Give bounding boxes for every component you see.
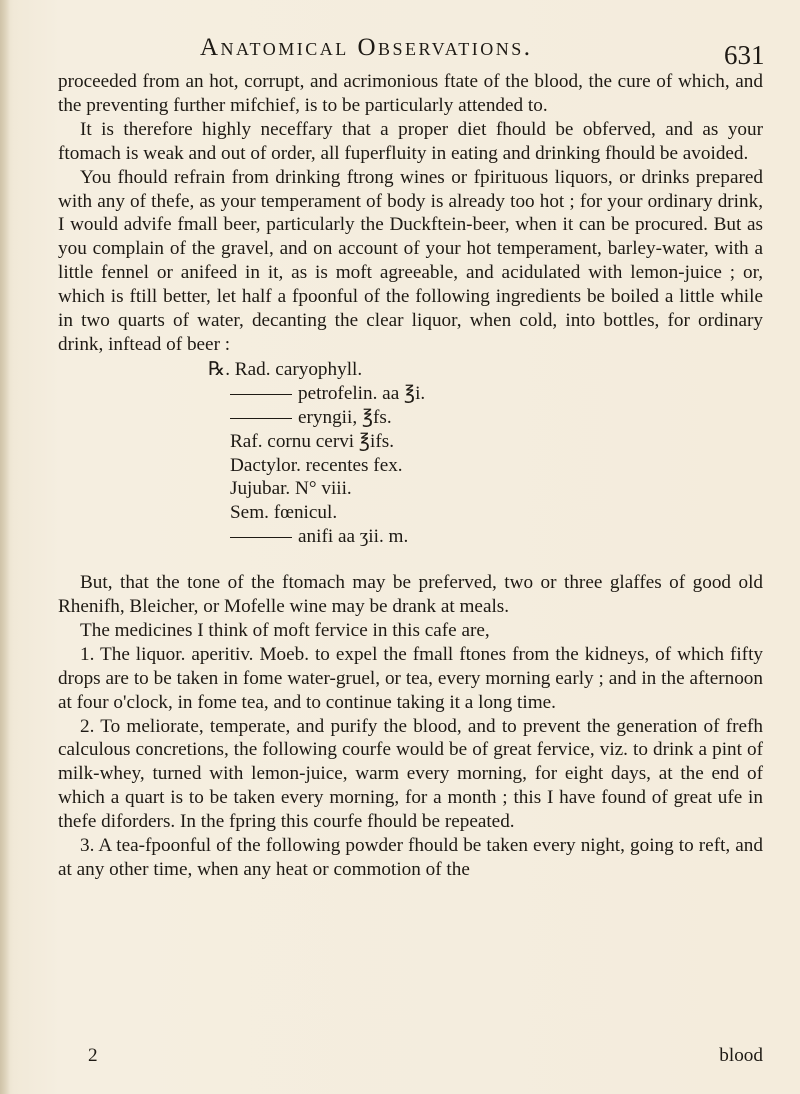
recipe-line-4: Raf. cornu cervi ℥ifs. bbox=[230, 430, 394, 452]
running-title: Anatomical Observations. bbox=[200, 34, 533, 61]
recipe-line-7: Sem. fœnicul. bbox=[230, 502, 338, 524]
ditto-dash bbox=[230, 418, 292, 419]
recipe-line-6: Jujubar. N° viii. bbox=[230, 478, 352, 500]
paragraph-6: 1. The liquor. aperitiv. Moeb. to expel the fmall ftones from the kidneys, of which fifty drops are to be taken in fome water-gruel, or tea, every morning early ; and in the afternoon at four o'clock, in fome tea, and to continue taking it a long time. bbox=[58, 643, 763, 713]
recipe-line-2: petrofelin. aa ℥i. bbox=[208, 382, 763, 406]
paragraph-5: The medicines I think of moft fervice in this cafe are, bbox=[80, 619, 490, 641]
ditto-dash bbox=[230, 537, 292, 538]
recipe-line-5: Dactylor. recentes fex. bbox=[230, 454, 403, 476]
body-text bbox=[58, 70, 763, 882]
recipe-line-1: ℞. Rad. caryophyll. bbox=[208, 358, 363, 380]
catchword: blood bbox=[719, 1045, 763, 1066]
ditto-dash bbox=[230, 394, 292, 395]
page-number: 631 bbox=[724, 40, 765, 70]
recipe-line-3: eryngii, ℥fs. bbox=[208, 406, 763, 430]
signature-mark: 2 bbox=[88, 1045, 98, 1066]
gutter-shadow bbox=[0, 0, 10, 1094]
recipe-prescription bbox=[58, 358, 763, 549]
recipe-line-8: anifi aa ʒii. m. bbox=[208, 525, 763, 549]
paragraph-7: 2. To meliorate, temperate, and purify the blood, and to prevent the generation of frefh calculous concretions, the following courfe would be of great fervice, viz. to drink a pint of milk-whey, turned with lemon-juice, warm every morning, for eight days, at the end of which a quart is to be taken every morning, for a month ; this I have found of great ufe in thefe diforders. In the fpring this courfe fhould be repeated. bbox=[58, 715, 763, 833]
paragraph-1: proceeded from an hot, corrupt, and acrimonious ftate of the blood, the cure of which, and the preventing further mifchief, is to be particularly attended to. bbox=[58, 71, 763, 116]
paragraph-2: It is therefore highly neceffary that a proper diet fhould be obferved, and as your ftomach is weak and out of order, all fuperfluity in eating and drinking fhould be avoided. bbox=[58, 118, 763, 164]
paragraph-8: 3. A tea-fpoonful of the following powder fhould be taken every night, going to reft, and at any other time, when any heat or commotion of the bbox=[58, 835, 763, 880]
paragraph-4: But, that the tone of the ftomach may be preferved, two or three glaffes of good old Rhenifh, Bleicher, or Mofelle wine may be drank at meals. bbox=[58, 572, 763, 618]
paragraph-3: You fhould refrain from drinking ftrong wines or fpirituous liquors, or drinks prepared with any of thefe, as your temperament of body is already too hot ; for your ordinary drink, I would advife fmall beer, particularly the Duckftein-beer, when it can be procured. But as you complain of the gravel, and on account of your hot temperament, barley-water, with a little fennel or anifeed in it, as is moft agreeable, and acidulated with lemon-juice ; or, which is ftill better, let half a fpoonful of the following ingredients be boiled a little while in two quarts of water, decanting the clear liquor, when cold, into bottles, for ordinary drink, inftead of beer : bbox=[58, 166, 763, 355]
